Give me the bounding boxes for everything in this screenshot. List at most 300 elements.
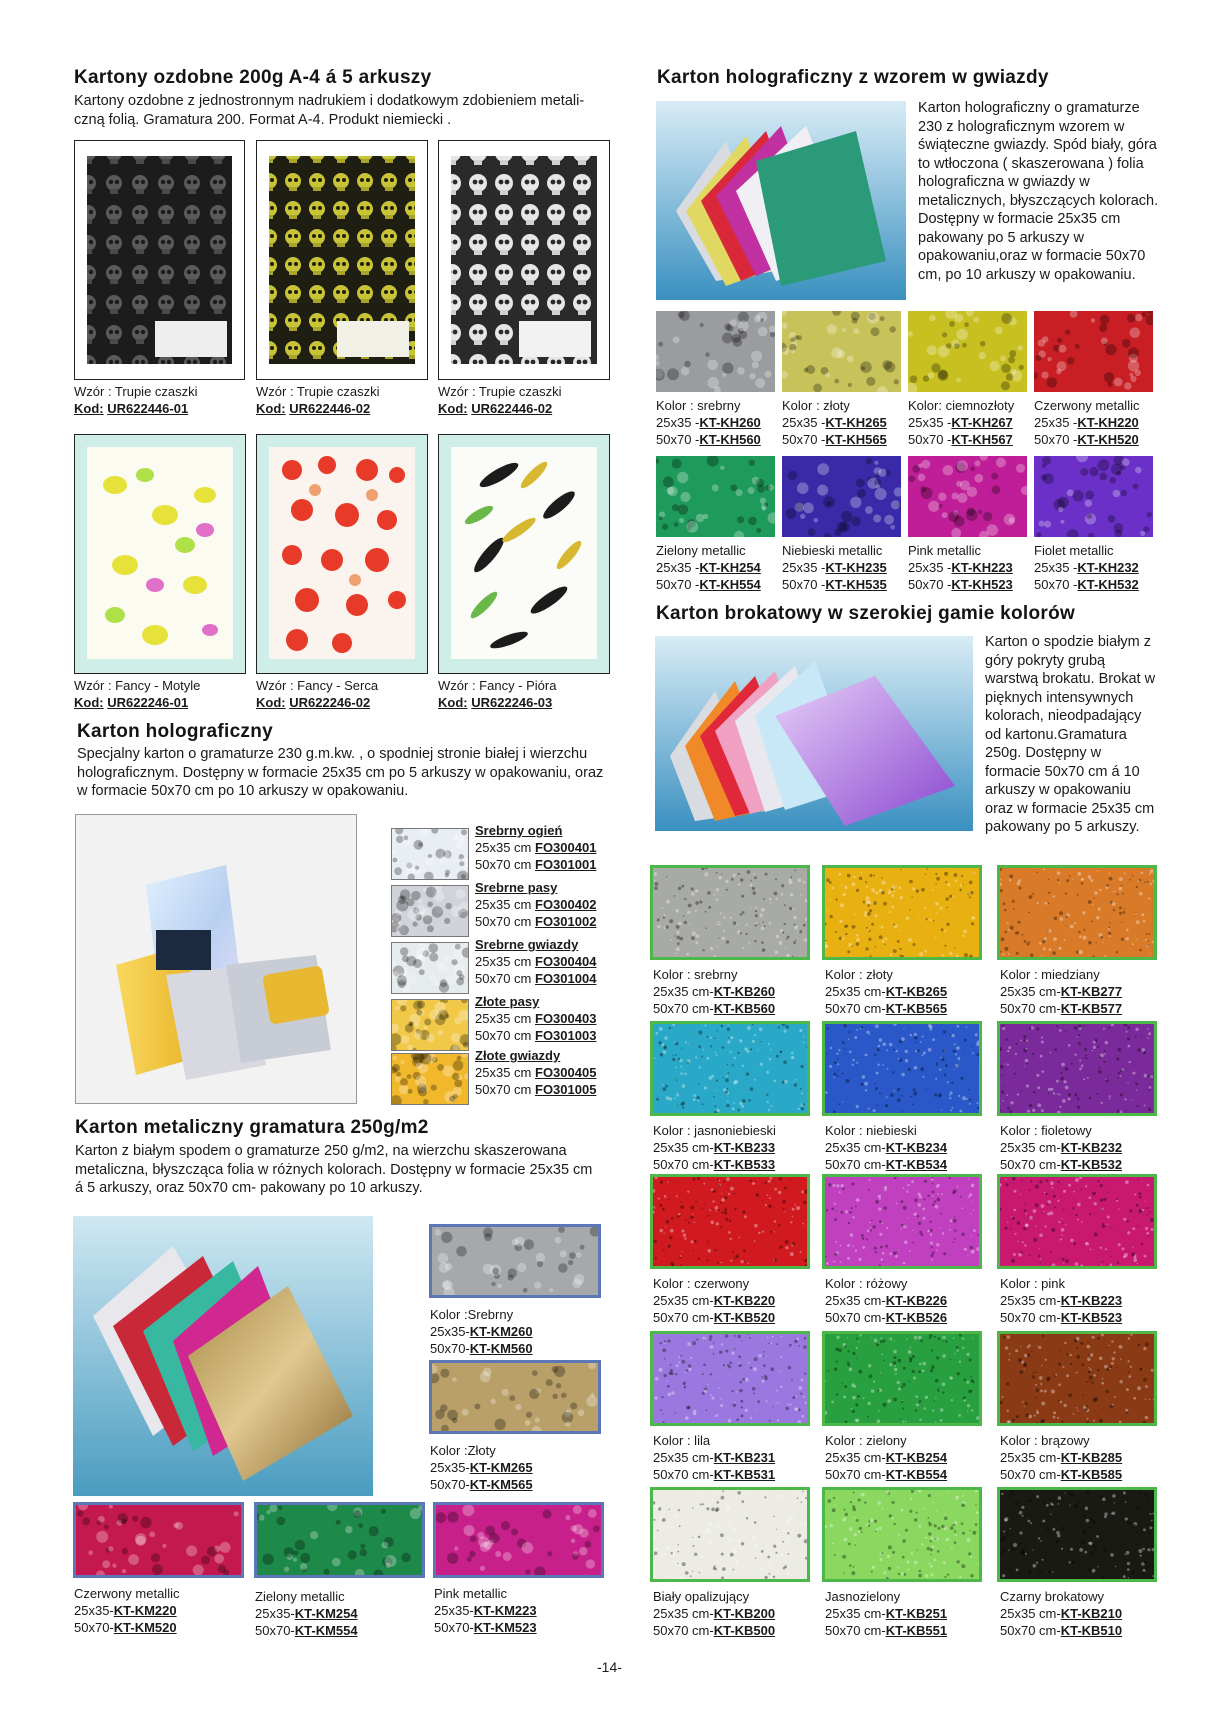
product-code: FO300402 bbox=[535, 897, 597, 912]
skull-pattern-white bbox=[439, 141, 609, 379]
product-code: KT-KB260 bbox=[713, 984, 776, 999]
product-code: KT-KB223 bbox=[1060, 1293, 1123, 1308]
product-code: KT-KB220 bbox=[713, 1293, 776, 1308]
code-prefix: Kod: bbox=[74, 401, 104, 416]
color-name: Biały opalizujący bbox=[653, 1589, 750, 1604]
product-caption bbox=[653, 1122, 776, 1173]
size-label: 50x70 cm- bbox=[1000, 1001, 1061, 1016]
size-label: 50x70- bbox=[430, 1477, 470, 1492]
size-label: 25x35 cm- bbox=[825, 1606, 886, 1621]
product-code: KT-KM260 bbox=[469, 1324, 533, 1339]
holo-swatch bbox=[391, 828, 469, 880]
texture bbox=[76, 1505, 241, 1575]
size-label: 50x70 cm bbox=[475, 857, 532, 872]
fancy-feathers-photo bbox=[438, 434, 610, 674]
product-code: KT-KB254 bbox=[885, 1450, 948, 1465]
size-row-small bbox=[1000, 983, 1122, 1000]
product-caption bbox=[1034, 542, 1139, 593]
size-row-large bbox=[825, 1156, 947, 1173]
product-caption bbox=[908, 542, 1013, 593]
size-label: 50x70 cm- bbox=[825, 1623, 886, 1638]
variant-name: Złote gwiazdy bbox=[475, 1048, 561, 1063]
size-label: 50x70 cm- bbox=[653, 1310, 714, 1325]
size-label: 25x35 - bbox=[782, 560, 826, 575]
product-code: KT-KB232 bbox=[1060, 1140, 1123, 1155]
texture bbox=[825, 1490, 979, 1579]
metal-swatch bbox=[429, 1360, 601, 1434]
variant-name: Srebrne pasy bbox=[475, 880, 558, 895]
code-prefix: Kod: bbox=[74, 695, 104, 710]
metal-title: Karton metaliczny gramatura 250g/m2 bbox=[75, 1117, 429, 1138]
size-row-large bbox=[475, 970, 596, 987]
color-name: Kolor : niebieski bbox=[825, 1123, 917, 1138]
product-code: KT-KB520 bbox=[713, 1310, 776, 1325]
metal-swatch bbox=[433, 1502, 604, 1578]
product-code: KT-KH254 bbox=[699, 560, 761, 575]
size-row-large bbox=[475, 1027, 596, 1044]
stars-swatch bbox=[782, 456, 901, 537]
texture bbox=[782, 311, 901, 392]
stars-swatch bbox=[908, 311, 1027, 392]
product-code: KT-KB226 bbox=[885, 1293, 948, 1308]
glitter-title: Karton brokatowy w szerokiej gamie kolorów bbox=[656, 603, 1076, 624]
texture bbox=[392, 829, 468, 879]
metal-sheets-illustration bbox=[73, 1216, 373, 1496]
size-row-small bbox=[255, 1605, 358, 1622]
product-caption bbox=[653, 1275, 775, 1326]
product-code: KT-KM520 bbox=[113, 1620, 177, 1635]
product-code: KT-KB523 bbox=[1060, 1310, 1123, 1325]
product-code: KT-KH565 bbox=[825, 432, 887, 447]
size-label: 25x35 - bbox=[1034, 560, 1078, 575]
size-label: 25x35 - bbox=[1034, 415, 1078, 430]
glitter-swatch bbox=[997, 1021, 1157, 1116]
size-row-large bbox=[825, 1622, 947, 1639]
product-code: KT-KB532 bbox=[1060, 1157, 1123, 1172]
product-code: KT-KB285 bbox=[1060, 1450, 1123, 1465]
size-label: 25x35 cm- bbox=[653, 984, 714, 999]
size-row-large bbox=[908, 576, 1013, 593]
glitter-swatch bbox=[650, 1174, 810, 1269]
skull-pattern-black bbox=[75, 141, 244, 379]
product-code: KT-KB534 bbox=[885, 1157, 948, 1172]
color-name: Zielony metallic bbox=[255, 1589, 345, 1604]
product-code: KT-KB200 bbox=[713, 1606, 776, 1621]
texture bbox=[257, 1505, 422, 1575]
size-row-large bbox=[475, 913, 596, 930]
skull-caption-3 bbox=[438, 383, 562, 417]
color-name: Czerwony metallic bbox=[1034, 398, 1140, 413]
product-code: KT-KH567 bbox=[951, 432, 1013, 447]
size-row-small bbox=[782, 414, 887, 431]
color-name: Kolor : fioletowy bbox=[1000, 1123, 1092, 1138]
product-code: KT-KB231 bbox=[713, 1450, 776, 1465]
size-row-large bbox=[653, 1309, 775, 1326]
holo-swatch bbox=[391, 1053, 469, 1105]
color-name: Kolor : pink bbox=[1000, 1276, 1066, 1291]
product-code: KT-KM220 bbox=[113, 1603, 177, 1618]
texture bbox=[653, 1334, 807, 1423]
size-label: 25x35 - bbox=[656, 560, 700, 575]
glitter-swatch bbox=[997, 865, 1157, 960]
size-row-large bbox=[653, 1156, 776, 1173]
product-code: UR622246-03 bbox=[471, 695, 553, 710]
skull-caption-2 bbox=[256, 383, 380, 417]
code-prefix: Kod: bbox=[438, 401, 468, 416]
texture bbox=[392, 886, 468, 936]
product-code: KT-KH523 bbox=[951, 577, 1013, 592]
size-label: 50x70 cm bbox=[475, 1028, 532, 1043]
texture bbox=[1000, 1177, 1154, 1266]
metal-desc: Karton z białym spodem o gramaturze 250 g/m2, na wierzchu skaszerowana metaliczna, błyszcząca folia w różnych kolorach. Dostępny w formacie 25x35 cm á 5 arkuszy, oraz 50x70 cm- pakowany po 10 arkuszy. bbox=[75, 1143, 593, 1196]
size-label: 50x70 cm- bbox=[653, 1623, 714, 1638]
holo-caption bbox=[475, 822, 596, 873]
product-code: KT-KH265 bbox=[825, 415, 887, 430]
texture bbox=[1000, 1334, 1154, 1423]
skull-pattern-yellow bbox=[257, 141, 427, 379]
metal-swatch bbox=[429, 1224, 601, 1298]
size-label: 50x70 cm- bbox=[1000, 1467, 1061, 1482]
product-code: FO301005 bbox=[535, 1082, 597, 1097]
product-code: KT-KH554 bbox=[699, 577, 761, 592]
product-caption bbox=[434, 1585, 537, 1636]
metal-product-photo bbox=[73, 1216, 373, 1496]
size-row-large bbox=[1000, 1156, 1122, 1173]
product-code: KT-KB565 bbox=[885, 1001, 948, 1016]
size-row-large bbox=[255, 1622, 358, 1639]
texture bbox=[656, 311, 775, 392]
holo-product-photo bbox=[75, 814, 357, 1104]
variant-name: Srebrny ogień bbox=[475, 823, 563, 838]
size-row-large bbox=[430, 1476, 533, 1493]
product-code: UR622446-02 bbox=[471, 401, 553, 416]
size-label: 50x70 - bbox=[1034, 432, 1078, 447]
product-code: KT-KH532 bbox=[1077, 577, 1139, 592]
stars-desc: Karton holograficzny o gramaturze 230 z holograficznym wzorem w świąteczne gwiazdy. Spód biały, góra to wtłoczona ( skaszerowana ) folia holograficzna w gwiazdy w metalicznych, błyszczących kolorach. Dostępny w formacie 25x35 cm pakowany po 5 arkuszy w opakowaniu,oraz w formacie 50x70 cm, po 10 arkuszy w opakowaniu. bbox=[918, 100, 1159, 283]
size-row-small bbox=[653, 1605, 775, 1622]
size-row-small bbox=[1000, 1605, 1122, 1622]
texture bbox=[392, 943, 468, 993]
size-row-large bbox=[1000, 1000, 1122, 1017]
product-code: UR622446-02 bbox=[289, 401, 371, 416]
product-code: FO300403 bbox=[535, 1011, 597, 1026]
product-code: KT-KH235 bbox=[825, 560, 887, 575]
size-label: 50x70 cm- bbox=[1000, 1310, 1061, 1325]
product-caption bbox=[430, 1442, 533, 1493]
size-row-small bbox=[1034, 414, 1139, 431]
size-row-large bbox=[475, 856, 596, 873]
product-code: KT-KM554 bbox=[294, 1623, 358, 1638]
texture bbox=[1000, 1024, 1154, 1113]
product-code: KT-KB210 bbox=[1060, 1606, 1123, 1621]
size-label: 25x35- bbox=[430, 1460, 470, 1475]
size-row-small bbox=[825, 1139, 947, 1156]
metal-swatch bbox=[73, 1502, 244, 1578]
texture bbox=[653, 1024, 807, 1113]
size-label: 25x35 cm bbox=[475, 954, 532, 969]
size-row-large bbox=[434, 1619, 537, 1636]
size-label: 25x35 cm bbox=[475, 840, 532, 855]
product-code: KT-KH535 bbox=[825, 577, 887, 592]
product-caption bbox=[656, 397, 761, 448]
size-label: 25x35 cm- bbox=[825, 1140, 886, 1155]
variant-name: Srebrne gwiazdy bbox=[475, 937, 579, 952]
glitter-swatch bbox=[650, 865, 810, 960]
skull-sheet-white-photo bbox=[438, 140, 610, 380]
product-code: KT-KB551 bbox=[885, 1623, 948, 1638]
size-label: 50x70 - bbox=[782, 577, 826, 592]
texture bbox=[656, 456, 775, 537]
code-prefix: Kod: bbox=[438, 695, 468, 710]
color-name: Kolor : złoty bbox=[825, 967, 893, 982]
product-caption bbox=[825, 966, 947, 1017]
product-code: FO301002 bbox=[535, 914, 597, 929]
texture bbox=[432, 1363, 598, 1431]
stars-sheets-illustration bbox=[656, 101, 906, 300]
holo-swatch bbox=[391, 885, 469, 937]
decorative-desc: Kartony ozdobne z jednostronnym nadrukiem i dodatkowym zdobieniem metali- czną folią. Gramatura 200. Format A-4. Produkt niemiecki . bbox=[74, 93, 585, 128]
product-caption bbox=[782, 397, 887, 448]
size-label: 25x35 - bbox=[908, 560, 952, 575]
size-row-small bbox=[430, 1323, 533, 1340]
product-code: KT-KB251 bbox=[885, 1606, 948, 1621]
texture bbox=[1034, 456, 1153, 537]
size-label: 50x70 cm- bbox=[653, 1467, 714, 1482]
product-code: KT-KH560 bbox=[699, 432, 761, 447]
size-row-large bbox=[475, 1081, 596, 1098]
product-code: KT-KB585 bbox=[1060, 1467, 1123, 1482]
fancy-caption-1 bbox=[74, 677, 200, 711]
size-label: 25x35 cm bbox=[475, 1011, 532, 1026]
product-caption bbox=[825, 1432, 947, 1483]
color-name: Kolor : zielony bbox=[825, 1433, 907, 1448]
size-label: 50x70 - bbox=[782, 432, 826, 447]
size-row-small bbox=[825, 1605, 947, 1622]
color-name: Kolor: ciemnozłoty bbox=[908, 398, 1015, 413]
stars-swatch bbox=[656, 456, 775, 537]
glitter-swatch bbox=[997, 1487, 1157, 1582]
size-row-small bbox=[1000, 1292, 1122, 1309]
product-code: KT-KM565 bbox=[469, 1477, 533, 1492]
glitter-swatch bbox=[822, 1487, 982, 1582]
glitter-swatch bbox=[822, 1331, 982, 1426]
skull-caption-1 bbox=[74, 383, 198, 417]
glitter-desc: Karton o spodzie białym z góry pokryty grubą warstwą brokatu. Brokat w pięknych intensywnych kolorach, nieodpadający od kartonu.Gramatura 250g. Dostępny w formacie 50x70 cm á 10 arkuszy w opakowaniu oraz w formacie 25x35 cm pakowany po 5 arkuszy. bbox=[985, 634, 1156, 835]
size-label: 50x70- bbox=[255, 1623, 295, 1638]
holo-caption bbox=[475, 1047, 596, 1098]
texture bbox=[825, 1024, 979, 1113]
size-row-large bbox=[908, 431, 1014, 448]
size-row-small bbox=[653, 983, 775, 1000]
size-row-large bbox=[825, 1309, 947, 1326]
fancy-caption-2 bbox=[256, 677, 378, 711]
product-code: KT-KH220 bbox=[1077, 415, 1139, 430]
color-name: Kolor :Srebrny bbox=[430, 1307, 514, 1322]
size-row-small bbox=[656, 559, 761, 576]
size-label: 50x70 - bbox=[1034, 577, 1078, 592]
size-label: 25x35- bbox=[74, 1603, 114, 1618]
variant-name: Złote pasy bbox=[475, 994, 540, 1009]
product-code: KT-KB531 bbox=[713, 1467, 776, 1482]
product-code: KT-KH232 bbox=[1077, 560, 1139, 575]
size-row-large bbox=[1034, 576, 1139, 593]
size-row-large bbox=[653, 1000, 775, 1017]
product-code: FO300404 bbox=[535, 954, 597, 969]
stars-swatch bbox=[1034, 456, 1153, 537]
texture bbox=[825, 1334, 979, 1423]
size-label: 25x35 cm- bbox=[1000, 1606, 1061, 1621]
holo-sheets-illustration bbox=[76, 815, 356, 1103]
stars-swatch bbox=[782, 311, 901, 392]
product-caption bbox=[653, 1588, 775, 1639]
product-code: KT-KB533 bbox=[713, 1157, 776, 1172]
size-label: 50x70 cm- bbox=[1000, 1157, 1061, 1172]
size-label: 50x70 - bbox=[908, 432, 952, 447]
pattern-label: Wzór : Trupie czaszki bbox=[438, 384, 562, 399]
texture bbox=[782, 456, 901, 537]
size-row-large bbox=[74, 1619, 179, 1636]
product-code: FO301004 bbox=[535, 971, 597, 986]
size-label: 25x35- bbox=[434, 1603, 474, 1618]
size-row-small bbox=[475, 1010, 596, 1027]
size-label: 25x35 - bbox=[782, 415, 826, 430]
texture bbox=[908, 311, 1027, 392]
product-code: KT-KB265 bbox=[885, 984, 948, 999]
size-label: 50x70 cm- bbox=[653, 1157, 714, 1172]
product-code: FO301003 bbox=[535, 1028, 597, 1043]
texture bbox=[1000, 868, 1154, 957]
color-name: Kolor : brązowy bbox=[1000, 1433, 1090, 1448]
product-code: KT-KM265 bbox=[469, 1460, 533, 1475]
code-prefix: Kod: bbox=[256, 401, 286, 416]
glitter-sheets-illustration bbox=[655, 636, 973, 831]
feather-pattern bbox=[439, 435, 609, 673]
product-code: FO300401 bbox=[535, 840, 597, 855]
size-label: 25x35 cm- bbox=[1000, 984, 1061, 999]
color-name: Kolor : srebrny bbox=[653, 967, 738, 982]
size-row-large bbox=[653, 1466, 775, 1483]
size-label: 50x70- bbox=[434, 1620, 474, 1635]
texture bbox=[908, 456, 1027, 537]
product-code: KT-KM223 bbox=[473, 1603, 537, 1618]
color-name: Kolor : różowy bbox=[825, 1276, 908, 1291]
size-label: 25x35 - bbox=[908, 415, 952, 430]
size-row-small bbox=[782, 559, 887, 576]
color-name: Fiolet metallic bbox=[1034, 543, 1114, 558]
product-code: KT-KB577 bbox=[1060, 1001, 1123, 1016]
fancy-butterflies-photo bbox=[74, 434, 246, 674]
size-row-small bbox=[1000, 1449, 1122, 1466]
size-row-large bbox=[1034, 431, 1139, 448]
size-label: 25x35 cm- bbox=[653, 1140, 714, 1155]
holo-swatch bbox=[391, 999, 469, 1051]
pattern-label: Wzór : Trupie czaszki bbox=[256, 384, 380, 399]
product-caption bbox=[653, 1432, 775, 1483]
product-caption bbox=[825, 1275, 947, 1326]
product-code: UR622246-01 bbox=[107, 695, 189, 710]
color-name: Jasnozielony bbox=[825, 1589, 901, 1604]
product-code: KT-KB554 bbox=[885, 1467, 948, 1482]
texture bbox=[653, 868, 807, 957]
product-caption bbox=[1000, 1275, 1122, 1326]
size-row-large bbox=[782, 576, 887, 593]
product-caption bbox=[74, 1585, 179, 1636]
product-code: UR622246-02 bbox=[289, 695, 371, 710]
product-caption bbox=[825, 1122, 947, 1173]
color-name: Kolor : złoty bbox=[782, 398, 850, 413]
color-name: Niebieski metallic bbox=[782, 543, 883, 558]
color-name: Kolor : srebrny bbox=[656, 398, 741, 413]
glitter-swatch bbox=[650, 1331, 810, 1426]
product-caption bbox=[1000, 1432, 1122, 1483]
product-caption bbox=[1034, 397, 1139, 448]
size-row-small bbox=[653, 1292, 775, 1309]
fancy-hearts-photo bbox=[256, 434, 428, 674]
size-row-large bbox=[1000, 1622, 1122, 1639]
butterfly-pattern bbox=[75, 435, 245, 673]
holo-title: Karton holograficzny bbox=[77, 721, 274, 742]
glitter-swatch bbox=[822, 1021, 982, 1116]
pattern-label: Wzór : Fancy - Serca bbox=[256, 678, 379, 693]
size-label: 50x70 cm- bbox=[653, 1001, 714, 1016]
color-name: Kolor : czerwony bbox=[653, 1276, 750, 1291]
size-row-small bbox=[74, 1602, 179, 1619]
product-caption bbox=[782, 542, 887, 593]
product-code: KT-KB277 bbox=[1060, 984, 1123, 999]
size-label: 50x70 cm- bbox=[825, 1001, 886, 1016]
size-label: 25x35 - bbox=[656, 415, 700, 430]
size-row-small bbox=[475, 839, 596, 856]
product-code: KT-KB234 bbox=[885, 1140, 948, 1155]
color-name: Kolor : miedziany bbox=[1000, 967, 1100, 982]
size-row-small bbox=[653, 1139, 776, 1156]
product-caption bbox=[255, 1588, 358, 1639]
size-label: 50x70 - bbox=[656, 577, 700, 592]
product-code: FO300405 bbox=[535, 1065, 597, 1080]
product-code: FO301001 bbox=[535, 857, 597, 872]
texture bbox=[653, 1490, 807, 1579]
texture bbox=[1034, 311, 1153, 392]
color-name: Czerwony metallic bbox=[74, 1586, 180, 1601]
size-label: 25x35 cm- bbox=[1000, 1140, 1061, 1155]
size-label: 25x35- bbox=[255, 1606, 295, 1621]
product-code: KT-KB526 bbox=[885, 1310, 948, 1325]
stars-swatch bbox=[908, 456, 1027, 537]
pattern-label: Wzór : Fancy - Pióra bbox=[438, 678, 557, 693]
size-label: 50x70 cm bbox=[475, 971, 532, 986]
product-code: KT-KH260 bbox=[699, 415, 761, 430]
holo-caption bbox=[475, 993, 596, 1044]
size-label: 25x35 cm bbox=[475, 1065, 532, 1080]
color-name: Kolor : lila bbox=[653, 1433, 711, 1448]
skull-sheet-yellow-photo bbox=[256, 140, 428, 380]
color-name: Zielony metallic bbox=[656, 543, 746, 558]
glitter-swatch bbox=[650, 1487, 810, 1582]
size-row-small bbox=[825, 1292, 947, 1309]
size-label: 25x35 cm- bbox=[653, 1293, 714, 1308]
metal-swatch bbox=[254, 1502, 425, 1578]
texture bbox=[825, 868, 979, 957]
skull-sheet-black-photo bbox=[74, 140, 245, 380]
holo-caption bbox=[475, 936, 596, 987]
size-row-small bbox=[825, 1449, 947, 1466]
size-label: 25x35 cm bbox=[475, 897, 532, 912]
size-row-large bbox=[653, 1622, 775, 1639]
texture bbox=[392, 1000, 468, 1050]
size-row-small bbox=[653, 1449, 775, 1466]
size-row-small bbox=[908, 559, 1013, 576]
product-caption bbox=[1000, 1588, 1122, 1639]
